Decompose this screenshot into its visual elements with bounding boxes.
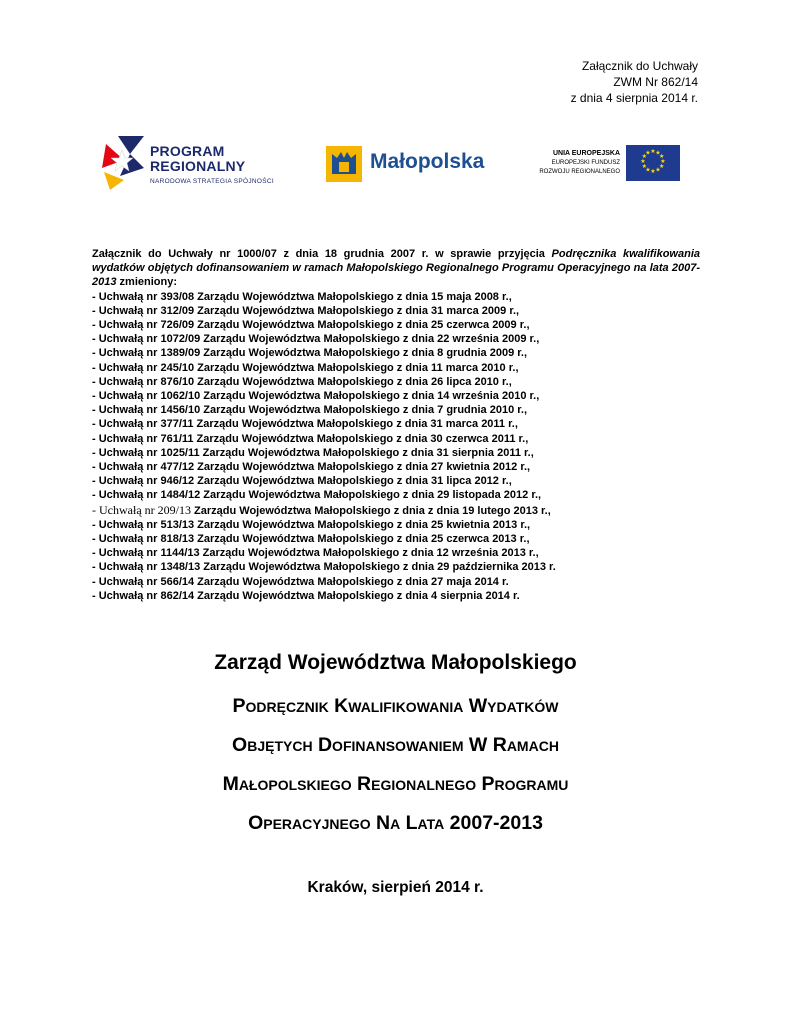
eu-line-1: UNIA EUROPEJSKA <box>552 150 620 157</box>
logo-bar <box>100 132 680 194</box>
manual-title-italic: Podręcznika kwalifikowania wydatków objętych dofinansowaniem w ramach Małopolskiego Regionalnego Programu Operacyjnego na lata 2007-2013 <box>92 248 700 289</box>
list-item: - Uchwałą nr 1484/12 Zarządu Województwa Małopolskiego z dnia 29 listopada 2012 r., <box>92 489 542 502</box>
list-item: - Uchwałą nr 1025/11 Zarządu Województwa Małopolskiego z dnia 31 sierpnia 2011 r., <box>92 446 534 459</box>
intro-text: Załącznik do Uchwały nr 1000/07 z dnia 18 grudnia 2007 r. w sprawie przyjęcia <box>92 248 552 260</box>
svg-text:★: ★ <box>650 148 656 155</box>
list-item: - Uchwałą nr 1144/13 Zarządu Województwa Małopolskiego z dnia 12 września 2013 r., <box>92 547 539 560</box>
annex-line-1: Załącznik do Uchwały <box>581 59 698 73</box>
svg-text:★: ★ <box>645 149 651 157</box>
amendment-history <box>92 247 700 603</box>
list-item: - Uchwałą nr 312/09 Zarządu Województwa Małopolskiego z dnia 31 marca 2009 r., <box>92 304 520 317</box>
svg-text:★: ★ <box>641 163 647 170</box>
amendment-intro <box>92 247 700 290</box>
list-item: - Uchwałą nr 1348/13 Zarządu Województwa Małopolskiego z dnia 29 października 2013 r. <box>92 561 556 574</box>
list-item: - Uchwałą nr 566/14 Zarządu Województwa Małopolskiego z dnia 27 maja 2014 r. <box>92 575 509 588</box>
manual-title <box>0 687 791 843</box>
list-item: - Uchwałą nr 818/13 Zarządu Województwa Małopolskiego z dnia 25 czerwca 2013 r., <box>92 533 530 546</box>
list-item-rest: Zarządu Województwa Małopolskiego z dnia z dnia 19 lutego 2013 r., <box>190 504 551 517</box>
list-item: - Uchwałą nr 513/13 Zarządu Województwa Małopolskiego z dnia 25 kwietnia 2013 r., <box>92 518 531 531</box>
list-item: - Uchwałą nr 393/08 Zarządu Województwa Małopolskiego z dnia 15 maja 2008 r., <box>92 290 512 303</box>
list-item: - Uchwałą nr 761/11 Zarządu Województwa Małopolskiego z dnia 30 czerwca 2011 r., <box>92 432 529 445</box>
manual-title-line: Operacyjnego Na Lata 2007-2013 <box>248 812 543 834</box>
svg-text:★: ★ <box>660 158 666 165</box>
list-item: - Uchwałą nr 477/12 Zarządu Województwa Małopolskiego z dnia 27 kwietnia 2012 r., <box>92 461 531 474</box>
malopolska-logo <box>326 144 501 184</box>
malopolska-crest-icon <box>326 146 362 182</box>
program-regionalny-logo <box>100 132 280 194</box>
annex-reference <box>571 58 698 106</box>
document-title <box>0 650 791 843</box>
list-item <box>92 503 700 518</box>
board-name: Zarząd Województwa Małopolskiego <box>214 651 577 674</box>
svg-text:★: ★ <box>650 168 656 175</box>
list-item: - Uchwałą nr 377/11 Zarządu Województwa Małopolskiego z dnia 31 marca 2011 r., <box>92 418 518 431</box>
svg-text:★: ★ <box>659 163 665 170</box>
list-item: - Uchwałą nr 726/09 Zarządu Województwa Małopolskiego z dnia 25 czerwca 2009 r., <box>92 319 530 332</box>
place-and-date: Kraków, sierpień 2014 r. <box>307 879 484 896</box>
eu-flag-icon <box>626 145 680 181</box>
manual-title-line: Małopolskiego Regionalnego Programu <box>222 773 569 795</box>
pr-tagline: NARODOWA STRATEGIA SPÓJNOŚCI <box>150 178 274 185</box>
eu-line-3: ROZWOJU REGIONALNEGO <box>539 169 620 175</box>
manual-title-line: Podręcznik Kwalifikowania Wydatków <box>232 695 559 717</box>
list-item: - Uchwałą nr 946/12 Zarządu Województwa Małopolskiego z dnia 31 lipca 2012 r., <box>92 475 512 488</box>
svg-text:★: ★ <box>659 153 665 160</box>
eu-fund-text <box>532 149 620 177</box>
list-item: - Uchwałą nr 1062/10 Zarządu Województwa Małopolskiego z dnia 14 września 2010 r., <box>92 390 540 403</box>
list-item: - Uchwałą nr 1072/09 Zarządu Województwa Małopolskiego z dnia 22 września 2009 r., <box>92 333 540 346</box>
list-item: - Uchwałą nr 862/14 Zarządu Województwa Małopolskiego z dnia 4 sierpnia 2014 r. <box>92 589 520 602</box>
program-regionalny-emblem-icon <box>100 132 146 192</box>
eu-line-2: EUROPEJSKI FUNDUSZ <box>551 160 620 166</box>
list-item-serif-prefix: - Uchwałą nr 209/13 <box>92 502 191 517</box>
svg-text:★: ★ <box>655 166 661 174</box>
svg-text:★: ★ <box>655 149 661 157</box>
list-item: - Uchwałą nr 876/10 Zarządu Województwa Małopolskiego z dnia 26 lipca 2010 r., <box>92 375 512 388</box>
annex-line-3: z dnia 4 sierpnia 2014 r. <box>570 91 698 105</box>
pr-line-1: PROGRAM <box>150 143 225 159</box>
svg-text:★: ★ <box>645 166 651 174</box>
list-item: - Uchwałą nr 1389/09 Zarządu Województwa Małopolskiego z dnia 8 grudnia 2009 r., <box>92 347 528 360</box>
annex-line-2: ZWM Nr 862/14 <box>613 75 698 89</box>
intro-suffix: zmieniony: <box>116 276 177 289</box>
program-regionalny-wordmark <box>150 144 245 174</box>
list-item: - Uchwałą nr 1456/10 Zarządu Województwa Małopolskiego z dnia 7 grudnia 2010 r., <box>92 404 528 417</box>
eu-fund-logo <box>532 145 682 183</box>
pr-line-2: REGIONALNY <box>150 158 246 174</box>
manual-title-line: Objętych Dofinansowaniem W Ramach <box>232 734 559 756</box>
list-item: - Uchwałą nr 245/10 Zarządu Województwa Małopolskiego z dnia 11 marca 2010 r., <box>92 361 519 374</box>
svg-text:★: ★ <box>641 153 647 160</box>
amendment-list <box>92 290 700 603</box>
svg-text:★: ★ <box>640 158 646 165</box>
malopolska-wordmark: Małopolska <box>370 150 485 173</box>
